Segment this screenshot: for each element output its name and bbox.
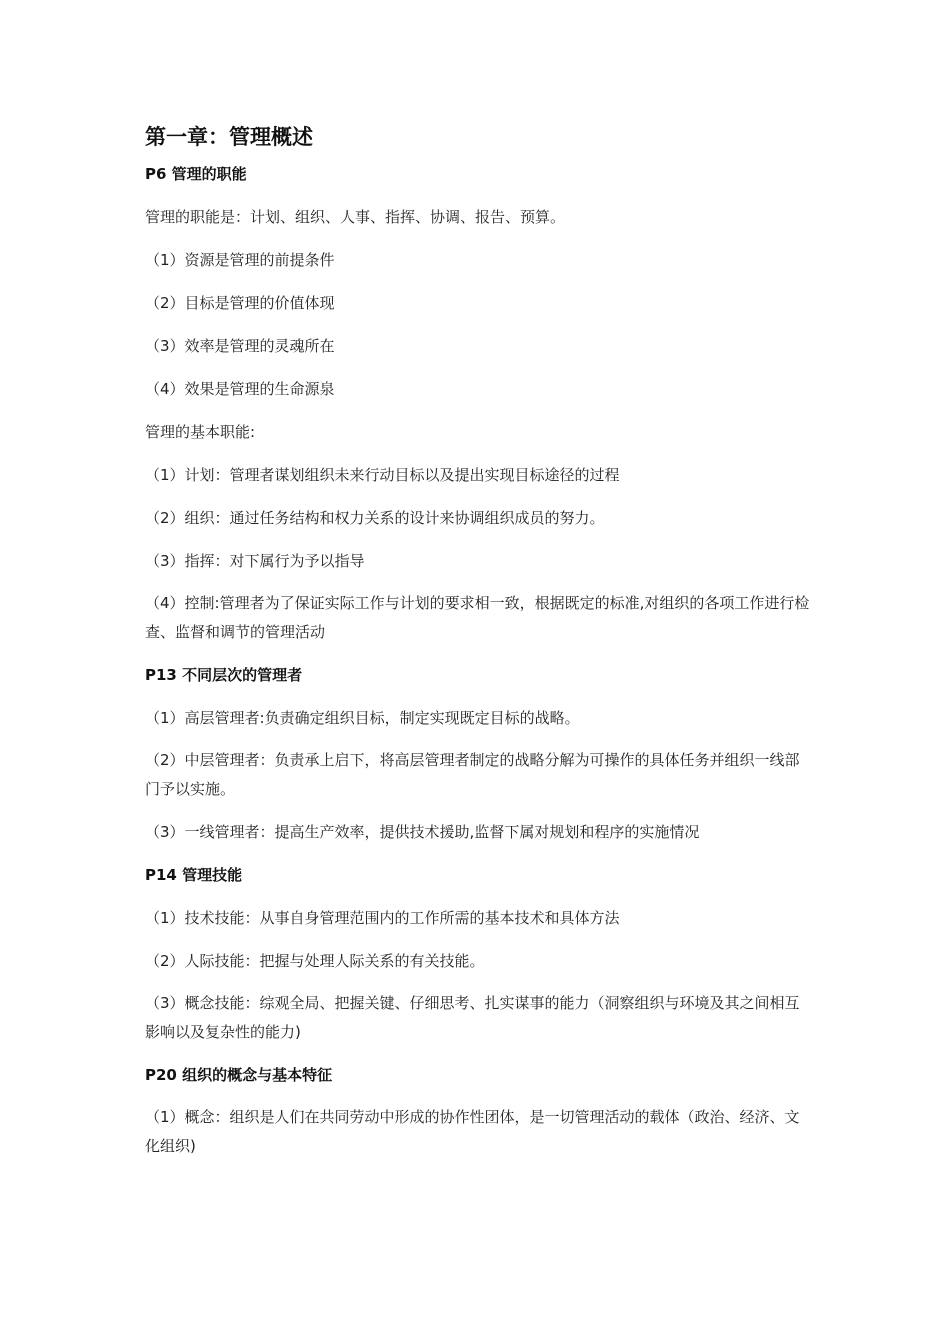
list-item: （1）计划：管理者谋划组织未来行动目标以及提出实现目标途径的过程 xyxy=(145,466,620,484)
section-heading-functions: P6 管理的职能 xyxy=(145,165,247,183)
list-item: （1）高层管理者:负责确定组织目标，制定实现既定目标的战略。 xyxy=(145,709,580,727)
document-page xyxy=(145,122,810,1178)
list-item: （4）效果是管理的生命源泉 xyxy=(145,380,335,398)
list-item: （2）人际技能：把握与处理人际关系的有关技能。 xyxy=(145,952,485,970)
list-item: （3）效率是管理的灵魂所在 xyxy=(145,337,335,355)
section-heading-manager-levels: P13 不同层次的管理者 xyxy=(145,666,303,684)
list-item: （4）控制:管理者为了保证实际工作与计划的要求相一致，根据既定的标准,对组织的各项工作进行检查、监督和调节的管理活动 xyxy=(145,594,810,641)
list-item: （2）中层管理者：负责承上启下，将高层管理者制定的战略分解为可操作的具体任务并组织一线部门予以实施。 xyxy=(145,751,800,798)
list-item: （3）指挥：对下属行为予以指导 xyxy=(145,552,365,570)
section-heading-organization: P20 组织的概念与基本特征 xyxy=(145,1066,333,1084)
list-item: （2）组织：通过任务结构和权力关系的设计来协调组织成员的努力。 xyxy=(145,509,605,527)
section-heading-management-skills: P14 管理技能 xyxy=(145,866,243,884)
list-item: （3）一线管理者：提高生产效率，提供技术援助,监督下属对规划和程序的实施情况 xyxy=(145,823,700,841)
list-item: （2）目标是管理的价值体现 xyxy=(145,294,335,312)
list-item: （1）技术技能：从事自身管理范围内的工作所需的基本技术和具体方法 xyxy=(145,909,620,927)
list-item: （1）资源是管理的前提条件 xyxy=(145,251,335,269)
paragraph: 管理的职能是：计划、组织、人事、指挥、协调、报告、预算。 xyxy=(145,208,566,226)
paragraph: 管理的基本职能: xyxy=(145,423,256,441)
chapter-title: 第一章：管理概述 xyxy=(145,125,313,149)
list-item: （1）概念：组织是人们在共同劳动中形成的协作性团体，是一切管理活动的载体（政治、经济、文化组织) xyxy=(145,1108,800,1155)
list-item: （3）概念技能：综观全局、把握关键、仔细思考、扎实谋事的能力（洞察组织与环境及其之间相互影响以及复杂性的能力) xyxy=(145,994,800,1041)
